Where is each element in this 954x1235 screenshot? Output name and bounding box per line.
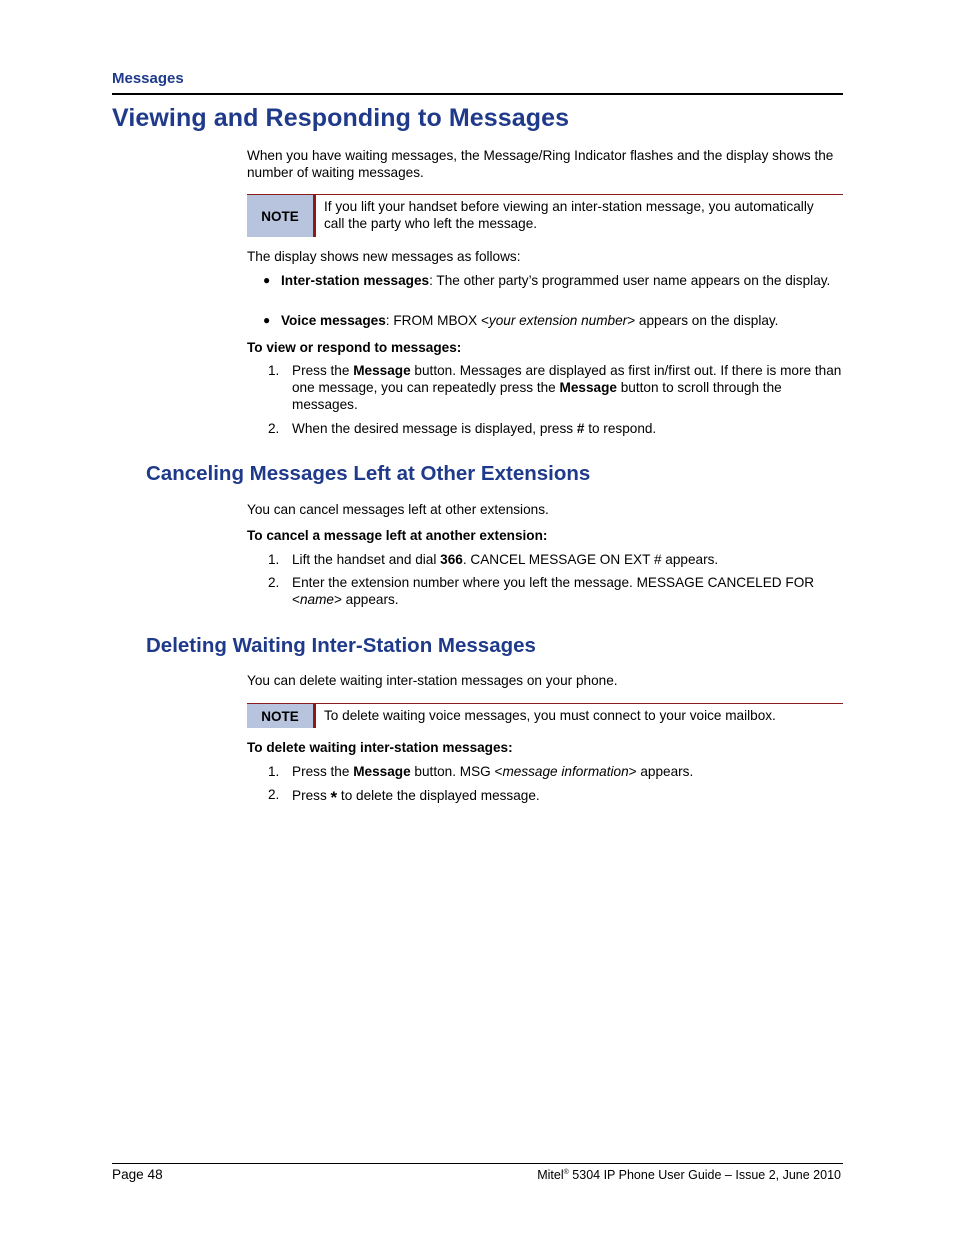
page-title: Viewing and Responding to Messages <box>112 104 570 132</box>
list-item-text: : FROM MBOX < <box>385 313 489 328</box>
procedure-step <box>292 786 842 807</box>
list-item <box>281 312 841 329</box>
list-item-text: : The other party’s programmed user name appears on the display. <box>429 273 831 288</box>
key-name: # <box>576 421 585 436</box>
placeholder-text: name <box>299 592 334 607</box>
step-number: 1. <box>268 552 280 567</box>
button-name: Message <box>353 363 411 378</box>
intro-paragraph: When you have waiting messages, the Message/Ring Indicator flashes and the display shows the number of waiting messages. <box>247 148 834 180</box>
step-number: 2. <box>268 421 280 436</box>
registered-mark: ® <box>563 1168 569 1176</box>
step-text: . CANCEL MESSAGE ON EXT # appears. <box>462 552 719 567</box>
step-text: > appears. <box>628 764 694 779</box>
list-item-placeholder: your extension number <box>488 313 628 328</box>
note-box <box>247 703 843 728</box>
display-intro: The display shows new messages as follows: <box>247 249 521 264</box>
step-text: Press the <box>292 363 354 378</box>
list-item-term: Voice messages <box>281 313 386 328</box>
step-number: 1. <box>268 363 280 378</box>
step-number: 2. <box>268 787 280 802</box>
step-text: Press <box>292 788 331 803</box>
button-name: Message <box>559 380 617 395</box>
note-text: To delete waiting voice messages, you must connect to your voice mailbox. <box>324 708 776 723</box>
section-intro: You can cancel messages left at other extensions. <box>247 502 549 517</box>
footer-rule <box>112 1163 843 1164</box>
page-number: Page 48 <box>112 1167 163 1182</box>
procedure-title: To view or respond to messages: <box>247 340 462 355</box>
procedure-step <box>292 763 842 780</box>
procedure-title: To delete waiting inter-station messages: <box>247 740 513 755</box>
document-title <box>537 1168 841 1182</box>
list-item-text: > appears on the display. <box>627 313 779 328</box>
brand-name: Mitel <box>537 1168 564 1182</box>
button-name: Message <box>353 764 411 779</box>
step-text: button. MSG < <box>410 764 503 779</box>
note-box <box>247 194 843 237</box>
step-text: to delete the displayed message. <box>337 788 540 803</box>
guide-title: 5304 IP Phone User Guide – Issue 2, June 2010 <box>568 1168 841 1182</box>
step-text: Enter the extension number where you left the message. MESSAGE CANCELED FOR < <box>292 575 815 607</box>
header-rule <box>112 93 843 95</box>
procedure-step <box>292 362 842 413</box>
running-header: Messages <box>112 70 184 87</box>
bullet-icon: ● <box>263 313 271 327</box>
section-heading: Canceling Messages Left at Other Extensions <box>146 462 591 485</box>
procedure-title: To cancel a message left at another extension: <box>247 528 548 543</box>
section-heading: Deleting Waiting Inter-Station Messages <box>146 634 536 657</box>
step-number: 2. <box>268 575 280 590</box>
step-text: When the desired message is displayed, press <box>292 421 577 436</box>
list-item-term: Inter-station messages <box>281 273 430 288</box>
note-label: NOTE <box>247 704 316 728</box>
step-text: to respond. <box>584 421 657 436</box>
procedure-step <box>292 574 842 608</box>
step-text: Press the <box>292 764 354 779</box>
star-key: * <box>330 788 338 807</box>
procedure-step <box>292 420 842 437</box>
step-text: button. Messages are displayed as first in/first out. If there is more than one message, you can repeatedly press the <box>292 363 842 395</box>
note-label: NOTE <box>247 195 316 237</box>
step-text: Lift the handset and dial <box>292 552 441 567</box>
note-text: If you lift your handset before viewing an inter-station message, you automatically call the party who left the message. <box>324 199 814 231</box>
bullet-icon: ● <box>263 273 271 287</box>
procedure-step <box>292 551 842 568</box>
step-text: button to scroll through the messages. <box>292 380 782 412</box>
list-item <box>281 272 841 289</box>
step-text: > appears. <box>333 592 399 607</box>
placeholder-text: message information <box>502 764 629 779</box>
step-number: 1. <box>268 764 280 779</box>
section-intro: You can delete waiting inter-station messages on your phone. <box>247 673 618 688</box>
dial-code: 366 <box>440 552 463 567</box>
